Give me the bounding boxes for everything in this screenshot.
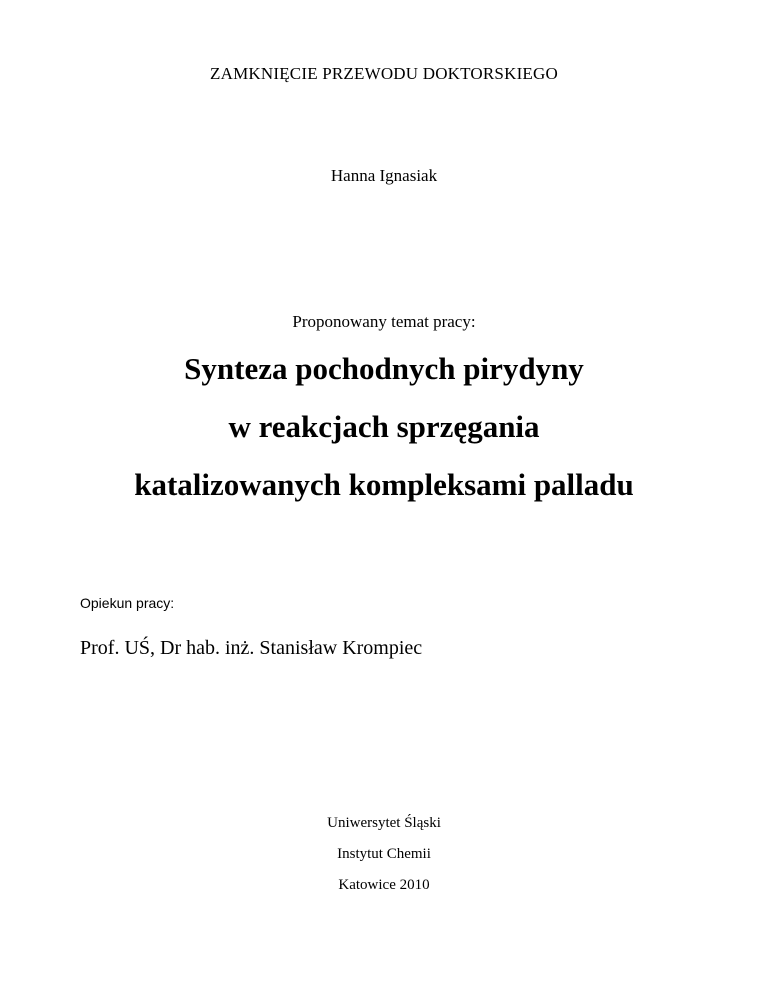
supervisor-label: Opiekun pracy: (80, 595, 175, 611)
university-name: Uniwersytet Śląski (327, 815, 441, 831)
supervisor-name: Prof. UŚ, Dr hab. inż. Stanisław Krompiec (80, 637, 423, 659)
topic-label: Proponowany temat pracy: (292, 312, 476, 331)
thesis-title-line-1: Synteza pochodnych pirydyny (184, 351, 584, 386)
thesis-title-line-3: katalizowanych kompleksami palladu (134, 467, 634, 502)
thesis-title-line-2: w reakcjach sprzęgania (228, 409, 540, 444)
document-header: ZAMKNIĘCIE PRZEWODU DOKTORSKIEGO (210, 64, 558, 83)
institute-name: Instytut Chemii (337, 846, 431, 862)
author-name: Hanna Ignasiak (330, 166, 438, 185)
place-and-year: Katowice 2010 (338, 877, 430, 893)
